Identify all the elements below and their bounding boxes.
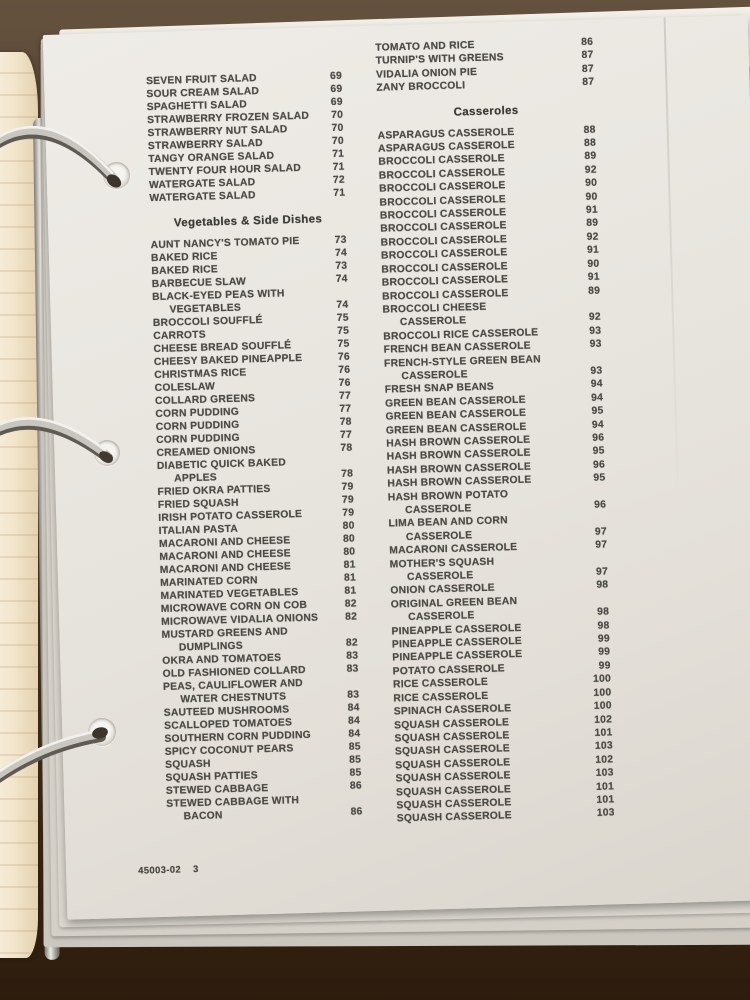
recipe-name: CHRISTMAS RICE bbox=[154, 367, 247, 382]
recipe-name: STRAWBERRY NUT SALAD bbox=[147, 124, 288, 140]
recipe-page-number: 79 bbox=[342, 507, 355, 519]
recipe-name: WATERGATE SALAD bbox=[149, 190, 256, 205]
recipe-name: PEAS, CAULIFLOWER AND WATER CHESTNUTS bbox=[162, 678, 304, 706]
recipe-page-number: 95 bbox=[593, 472, 606, 484]
recipe-name: ASPARAGUS CASSEROLE bbox=[377, 139, 515, 155]
recipe-page-number: 81 bbox=[343, 572, 357, 584]
recipe-name: SQUASH CASSEROLE bbox=[395, 783, 512, 798]
recipe-name: BROCCOLI CASSEROLE bbox=[378, 153, 505, 169]
index-columns bbox=[145, 36, 615, 833]
recipe-name: SQUASH CASSEROLE bbox=[395, 770, 511, 785]
recipe-page-number: 78 bbox=[340, 442, 353, 454]
toc-column-right bbox=[375, 36, 615, 827]
recipe-page-number: 100 bbox=[593, 700, 612, 712]
recipe-page-number: 82 bbox=[345, 637, 359, 649]
page-stack-fore-edge bbox=[0, 52, 38, 958]
recipe-page-number: 98 bbox=[597, 606, 610, 619]
recipe-page-number: 103 bbox=[596, 807, 615, 820]
recipe-page-number: 77 bbox=[338, 390, 352, 402]
recipe-name: CHEESE BREAD SOUFFLÉ bbox=[153, 340, 292, 356]
recipe-page-number: 88 bbox=[583, 124, 596, 136]
recipe-page-number: 97 bbox=[595, 539, 608, 552]
recipe-page-number: 97 bbox=[595, 566, 609, 578]
recipe-page-number: 92 bbox=[586, 231, 599, 243]
recipe-page-number: 91 bbox=[585, 204, 599, 216]
recipe-page-number: 77 bbox=[339, 403, 352, 415]
recipe-page-number: 81 bbox=[343, 559, 356, 571]
recipe-name: BROCCOLI CASSEROLE bbox=[379, 180, 506, 195]
recipe-page-number: 93 bbox=[589, 325, 602, 337]
toc-column-left bbox=[146, 70, 363, 833]
recipe-page-number: 80 bbox=[343, 546, 356, 558]
recipe-name: FRESH SNAP BEANS bbox=[384, 381, 495, 396]
recipe-page-number: 76 bbox=[338, 364, 351, 376]
recipe-name: GREEN BEAN CASSEROLE bbox=[385, 407, 527, 423]
recipe-page-number: 69 bbox=[329, 70, 343, 83]
recipe-name: CREAMED ONIONS bbox=[156, 445, 256, 460]
recipe-name: WATERGATE SALAD bbox=[148, 177, 256, 192]
recipe-page-number: 85 bbox=[348, 741, 361, 753]
recipe-page-number: 85 bbox=[349, 754, 362, 766]
recipe-page-number: 94 bbox=[590, 378, 603, 391]
recipe-name: FRIED OKRA PATTIES bbox=[157, 483, 271, 498]
recipe-page-number: 85 bbox=[349, 767, 362, 779]
recipe-name: RICE CASSEROLE bbox=[393, 690, 489, 705]
recipe-name: SPICY COCONUT PEARS bbox=[164, 743, 294, 758]
recipe-name: TOMATO AND RICE bbox=[375, 39, 475, 54]
recipe-page-number: 89 bbox=[586, 218, 599, 230]
recipe-page-number: 69 bbox=[330, 96, 343, 108]
recipe-name: CHEESY BAKED PINEAPPLE bbox=[153, 352, 303, 369]
recipe-page-number: 71 bbox=[333, 187, 346, 199]
recipe-page-number: 78 bbox=[341, 468, 354, 480]
recipe-page-number: 91 bbox=[587, 271, 600, 283]
recipe-page-number: 96 bbox=[592, 459, 606, 471]
recipe-page-number: 90 bbox=[585, 191, 598, 203]
recipe-page-number: 81 bbox=[344, 585, 357, 597]
recipe-name: OKRA AND TOMATOES bbox=[162, 652, 282, 667]
recipe-name: STEWED CABBAGE WITH BACON bbox=[166, 795, 300, 823]
recipe-name: PINEAPPLE CASSEROLE bbox=[392, 649, 523, 664]
recipe-page-number: 72 bbox=[332, 174, 346, 186]
recipe-name: BLACK-EYED PEAS WITH VEGETABLES bbox=[152, 288, 285, 316]
recipe-page-number: 69 bbox=[330, 83, 343, 96]
recipe-page-number: 71 bbox=[332, 148, 345, 160]
punched-hole-middle bbox=[94, 440, 120, 466]
recipe-page-number: 75 bbox=[336, 312, 349, 324]
recipe-page-number: 73 bbox=[334, 234, 347, 246]
recipe-name: HASH BROWN CASSEROLE bbox=[386, 461, 532, 477]
recipe-page-number: 99 bbox=[597, 633, 611, 645]
recipe-page-number: 101 bbox=[594, 727, 613, 739]
recipe-name: SQUASH bbox=[165, 758, 211, 771]
recipe-name: ASPARAGUS CASSEROLE bbox=[377, 126, 515, 142]
recipe-page-number: 90 bbox=[585, 177, 598, 190]
recipe-name: CORN PUDDING bbox=[155, 406, 240, 421]
recipe-page-number: 76 bbox=[337, 351, 351, 363]
recipe-page-number: 83 bbox=[346, 663, 359, 675]
recipe-name: SQUASH CASSEROLE bbox=[396, 810, 512, 825]
recipe-page-number: 87 bbox=[581, 50, 594, 62]
recipe-name: POTATO CASSEROLE bbox=[392, 663, 505, 678]
recipe-name: LIMA BEAN AND CORN CASSEROLE bbox=[388, 515, 508, 543]
recipe-name: BROCCOLI CASSEROLE bbox=[382, 287, 509, 303]
recipe-page-number: 100 bbox=[593, 687, 612, 699]
recipe-name: BROCCOLI CASSEROLE bbox=[378, 167, 506, 182]
recipe-name: SAUTEED MUSHROOMS bbox=[163, 704, 290, 719]
recipe-name: TANGY ORANGE SALAD bbox=[148, 150, 275, 166]
recipe-name: BROCCOLI CASSEROLE bbox=[380, 247, 508, 262]
recipe-page-number: 75 bbox=[337, 338, 350, 350]
recipe-page-number: 86 bbox=[350, 806, 363, 818]
recipe-name: MACARONI AND CHEESE bbox=[159, 548, 291, 563]
recipe-page-number: 71 bbox=[332, 161, 345, 173]
recipe-page-number: 76 bbox=[338, 377, 351, 389]
recipe-page-number: 102 bbox=[594, 713, 613, 726]
recipe-page-number: 70 bbox=[331, 135, 345, 147]
recipe-page-number: 103 bbox=[595, 767, 614, 779]
recipe-name: SEVEN FRUIT SALAD bbox=[145, 73, 257, 88]
recipe-name: BROCCOLI CASSEROLE bbox=[381, 274, 509, 289]
recipe-name: MICROWAVE CORN ON COB bbox=[160, 599, 308, 615]
recipe-page-number: 79 bbox=[341, 494, 355, 506]
recipe-page-number: 92 bbox=[584, 164, 597, 176]
recipe-name: BROCCOLI RICE CASSEROLE bbox=[383, 327, 539, 343]
recipe-page-number: 75 bbox=[337, 325, 350, 337]
recipe-name: BROCCOLI CASSEROLE bbox=[379, 193, 507, 209]
recipe-name: SOUR CREAM SALAD bbox=[146, 85, 260, 101]
recipe-name: COLLARD GREENS bbox=[154, 393, 256, 408]
recipe-name: SQUASH CASSEROLE bbox=[394, 716, 510, 731]
recipe-page-number: 97 bbox=[594, 526, 608, 538]
recipe-page-number: 80 bbox=[342, 533, 356, 545]
recipe-page-number: 82 bbox=[344, 598, 357, 610]
recipe-name: MARINATED VEGETABLES bbox=[160, 587, 299, 602]
recipe-page-number: 93 bbox=[590, 365, 603, 377]
recipe-name: AUNT NANCY'S TOMATO PIE bbox=[150, 235, 300, 252]
recipe-name: HASH BROWN CASSEROLE bbox=[386, 447, 531, 463]
recipe-name: ZANY BROCCOLI bbox=[376, 80, 466, 94]
recipe-name: GREEN BEAN CASSEROLE bbox=[385, 394, 526, 410]
recipe-name: BROCCOLI CASSEROLE bbox=[379, 207, 507, 222]
recipe-page-number: 87 bbox=[581, 63, 595, 75]
recipe-page-number: 101 bbox=[595, 780, 615, 793]
recipe-name: BROCCOLI SOUFFLÉ bbox=[152, 314, 263, 330]
recipe-page-number: 91 bbox=[586, 244, 600, 257]
recipe-page-number: 95 bbox=[591, 405, 604, 417]
recipe-page-number: 103 bbox=[594, 740, 614, 753]
recipe-page-number: 84 bbox=[348, 728, 361, 740]
recipe-name: RICE CASSEROLE bbox=[392, 677, 489, 691]
recipe-name: BROCCOLI CHEESE CASSEROLE bbox=[382, 301, 487, 329]
recipe-page-number: 80 bbox=[342, 520, 355, 532]
recipe-name: FRENCH-STYLE GREEN BEAN CASSEROLE bbox=[383, 353, 541, 383]
recipe-page-number: 74 bbox=[336, 299, 349, 311]
recipe-page-number: 77 bbox=[339, 429, 353, 441]
recipe-name: PINEAPPLE CASSEROLE bbox=[391, 622, 522, 638]
recipe-name: IRISH POTATO CASSEROLE bbox=[158, 508, 303, 524]
recipe-name: MARINATED CORN bbox=[159, 575, 258, 589]
recipe-name: MACARONI CASSEROLE bbox=[389, 542, 518, 557]
recipe-name: SPINACH CASSEROLE bbox=[393, 703, 512, 718]
recipe-name: SQUASH CASSEROLE bbox=[395, 756, 511, 772]
recipe-name: PINEAPPLE CASSEROLE bbox=[391, 635, 523, 651]
recipe-page-number: 84 bbox=[347, 715, 361, 727]
recipe-page-number: 94 bbox=[591, 392, 604, 404]
recipe-name: SQUASH CASSEROLE bbox=[396, 797, 512, 812]
recipe-page-number: 94 bbox=[591, 419, 605, 431]
recipe-page-number: 83 bbox=[346, 650, 359, 662]
recipe-page-number: 99 bbox=[598, 646, 611, 659]
recipe-name: STEWED CABBAGE bbox=[165, 783, 269, 797]
recipe-name: SQUASH CASSEROLE bbox=[394, 743, 511, 758]
recipe-page-number: 96 bbox=[592, 432, 605, 444]
recipe-page-number: 101 bbox=[596, 794, 615, 806]
recipe-name: GREEN BEAN CASSEROLE bbox=[385, 421, 527, 437]
recipe-name: ORIGINAL GREEN BEAN CASSEROLE bbox=[390, 595, 518, 624]
recipe-name: CORN PUDDING bbox=[155, 432, 240, 447]
recipe-name: VIDALIA ONION PIE bbox=[375, 66, 478, 81]
recipe-name: HASH BROWN CASSEROLE bbox=[386, 434, 531, 450]
recipe-page-number: 99 bbox=[598, 660, 611, 672]
section-heading: Vegetables & Side Dishes bbox=[173, 213, 323, 230]
recipe-name: CARROTS bbox=[153, 329, 207, 343]
recipe-name: BROCCOLI CASSEROLE bbox=[381, 260, 508, 276]
recipe-page-number: 82 bbox=[345, 611, 358, 623]
recipe-name: FRENCH BEAN CASSEROLE bbox=[383, 340, 531, 356]
recipe-name: DIABETIC QUICK BAKED APPLES bbox=[156, 457, 287, 485]
recipe-page-number: 93 bbox=[589, 338, 602, 350]
recipe-page-number: 90 bbox=[587, 258, 600, 270]
recipe-page-number: 84 bbox=[347, 702, 360, 714]
recipe-page-number: 98 bbox=[597, 620, 610, 632]
recipe-page-number: 70 bbox=[331, 122, 344, 134]
recipe-name: ONION CASSEROLE bbox=[390, 583, 496, 597]
recipe-page-number: 102 bbox=[595, 754, 614, 766]
recipe-name: SOUTHERN CORN PUDDING bbox=[164, 729, 312, 745]
recipe-name: FRIED SQUASH bbox=[157, 497, 239, 511]
toc-entry bbox=[166, 792, 363, 823]
recipe-page-number: 83 bbox=[347, 689, 360, 701]
recipe-page-number: 86 bbox=[581, 36, 594, 48]
recipe-page-number: 78 bbox=[339, 416, 352, 428]
recipe-name: SQUASH PATTIES bbox=[165, 770, 259, 784]
recipe-name: BAKED RICE bbox=[151, 264, 219, 278]
recipe-name: ITALIAN PASTA bbox=[158, 523, 239, 537]
punched-hole-bottom bbox=[88, 718, 116, 746]
recipe-page-number: 96 bbox=[594, 499, 607, 511]
page-footer bbox=[138, 864, 199, 877]
recipe-page-number: 74 bbox=[335, 273, 348, 285]
recipe-page-number: 74 bbox=[334, 247, 348, 259]
recipe-page-number: 73 bbox=[335, 260, 348, 272]
recipe-name: MICROWAVE VIDALIA ONIONS bbox=[161, 612, 319, 628]
punched-hole-top bbox=[103, 162, 130, 189]
recipe-page-number: 88 bbox=[583, 137, 597, 149]
recipe-page-number: 70 bbox=[331, 109, 344, 121]
recipe-name: COLESLAW bbox=[154, 381, 216, 395]
recipe-name: BROCCOLI CASSEROLE bbox=[380, 220, 507, 236]
recipe-name: BAKED RICE bbox=[150, 251, 218, 265]
recipe-name: HASH BROWN POTATO CASSEROLE bbox=[387, 488, 509, 517]
recipe-name: MACARONI AND CHEESE bbox=[158, 535, 291, 550]
recipe-name: SPAGHETTI SALAD bbox=[146, 99, 248, 114]
recipe-name: BARBECUE SLAW bbox=[151, 276, 247, 291]
recipe-page-number: 87 bbox=[582, 76, 595, 89]
recipe-name: BROCCOLI CASSEROLE bbox=[380, 234, 508, 249]
recipe-page-number: 86 bbox=[349, 780, 363, 792]
recipe-page-number: 95 bbox=[592, 445, 605, 458]
recipe-name: HASH BROWN CASSEROLE bbox=[387, 474, 532, 490]
recipe-name: STRAWBERRY SALAD bbox=[147, 137, 264, 153]
recipe-name: TWENTY FOUR HOUR SALAD bbox=[148, 162, 302, 179]
recipe-name: CORN PUDDING bbox=[155, 419, 240, 434]
recipe-page-number: 89 bbox=[588, 285, 601, 297]
recipe-name: OLD FASHIONED COLLARD bbox=[162, 664, 306, 680]
recipe-name: SQUASH CASSEROLE bbox=[394, 730, 510, 745]
recipe-page-number: 98 bbox=[596, 579, 609, 592]
recipe-name: MACARONI AND CHEESE bbox=[159, 561, 292, 576]
page-stack-texture bbox=[0, 52, 38, 958]
recipe-name: MUSTARD GREENS AND DUMPLINGS bbox=[161, 626, 289, 654]
recipe-page-number: 92 bbox=[588, 311, 602, 324]
recipe-page-number: 89 bbox=[584, 151, 597, 163]
recipe-page-number: 100 bbox=[592, 673, 612, 686]
recipe-name: STRAWBERRY FROZEN SALAD bbox=[147, 110, 310, 127]
recipe-name: SCALLOPED TOMATOES bbox=[163, 717, 293, 732]
recipe-name: MOTHER'S SQUASH CASSEROLE bbox=[389, 556, 495, 584]
footer-print-code: 45003-02 bbox=[138, 864, 182, 877]
footer-page-number: 3 bbox=[192, 863, 199, 876]
cookbook-index-page bbox=[43, 15, 750, 919]
section-heading: Casseroles bbox=[453, 104, 519, 119]
recipe-page-number: 79 bbox=[341, 481, 354, 493]
recipe-name: TURNIP'S WITH GREENS bbox=[375, 52, 504, 68]
